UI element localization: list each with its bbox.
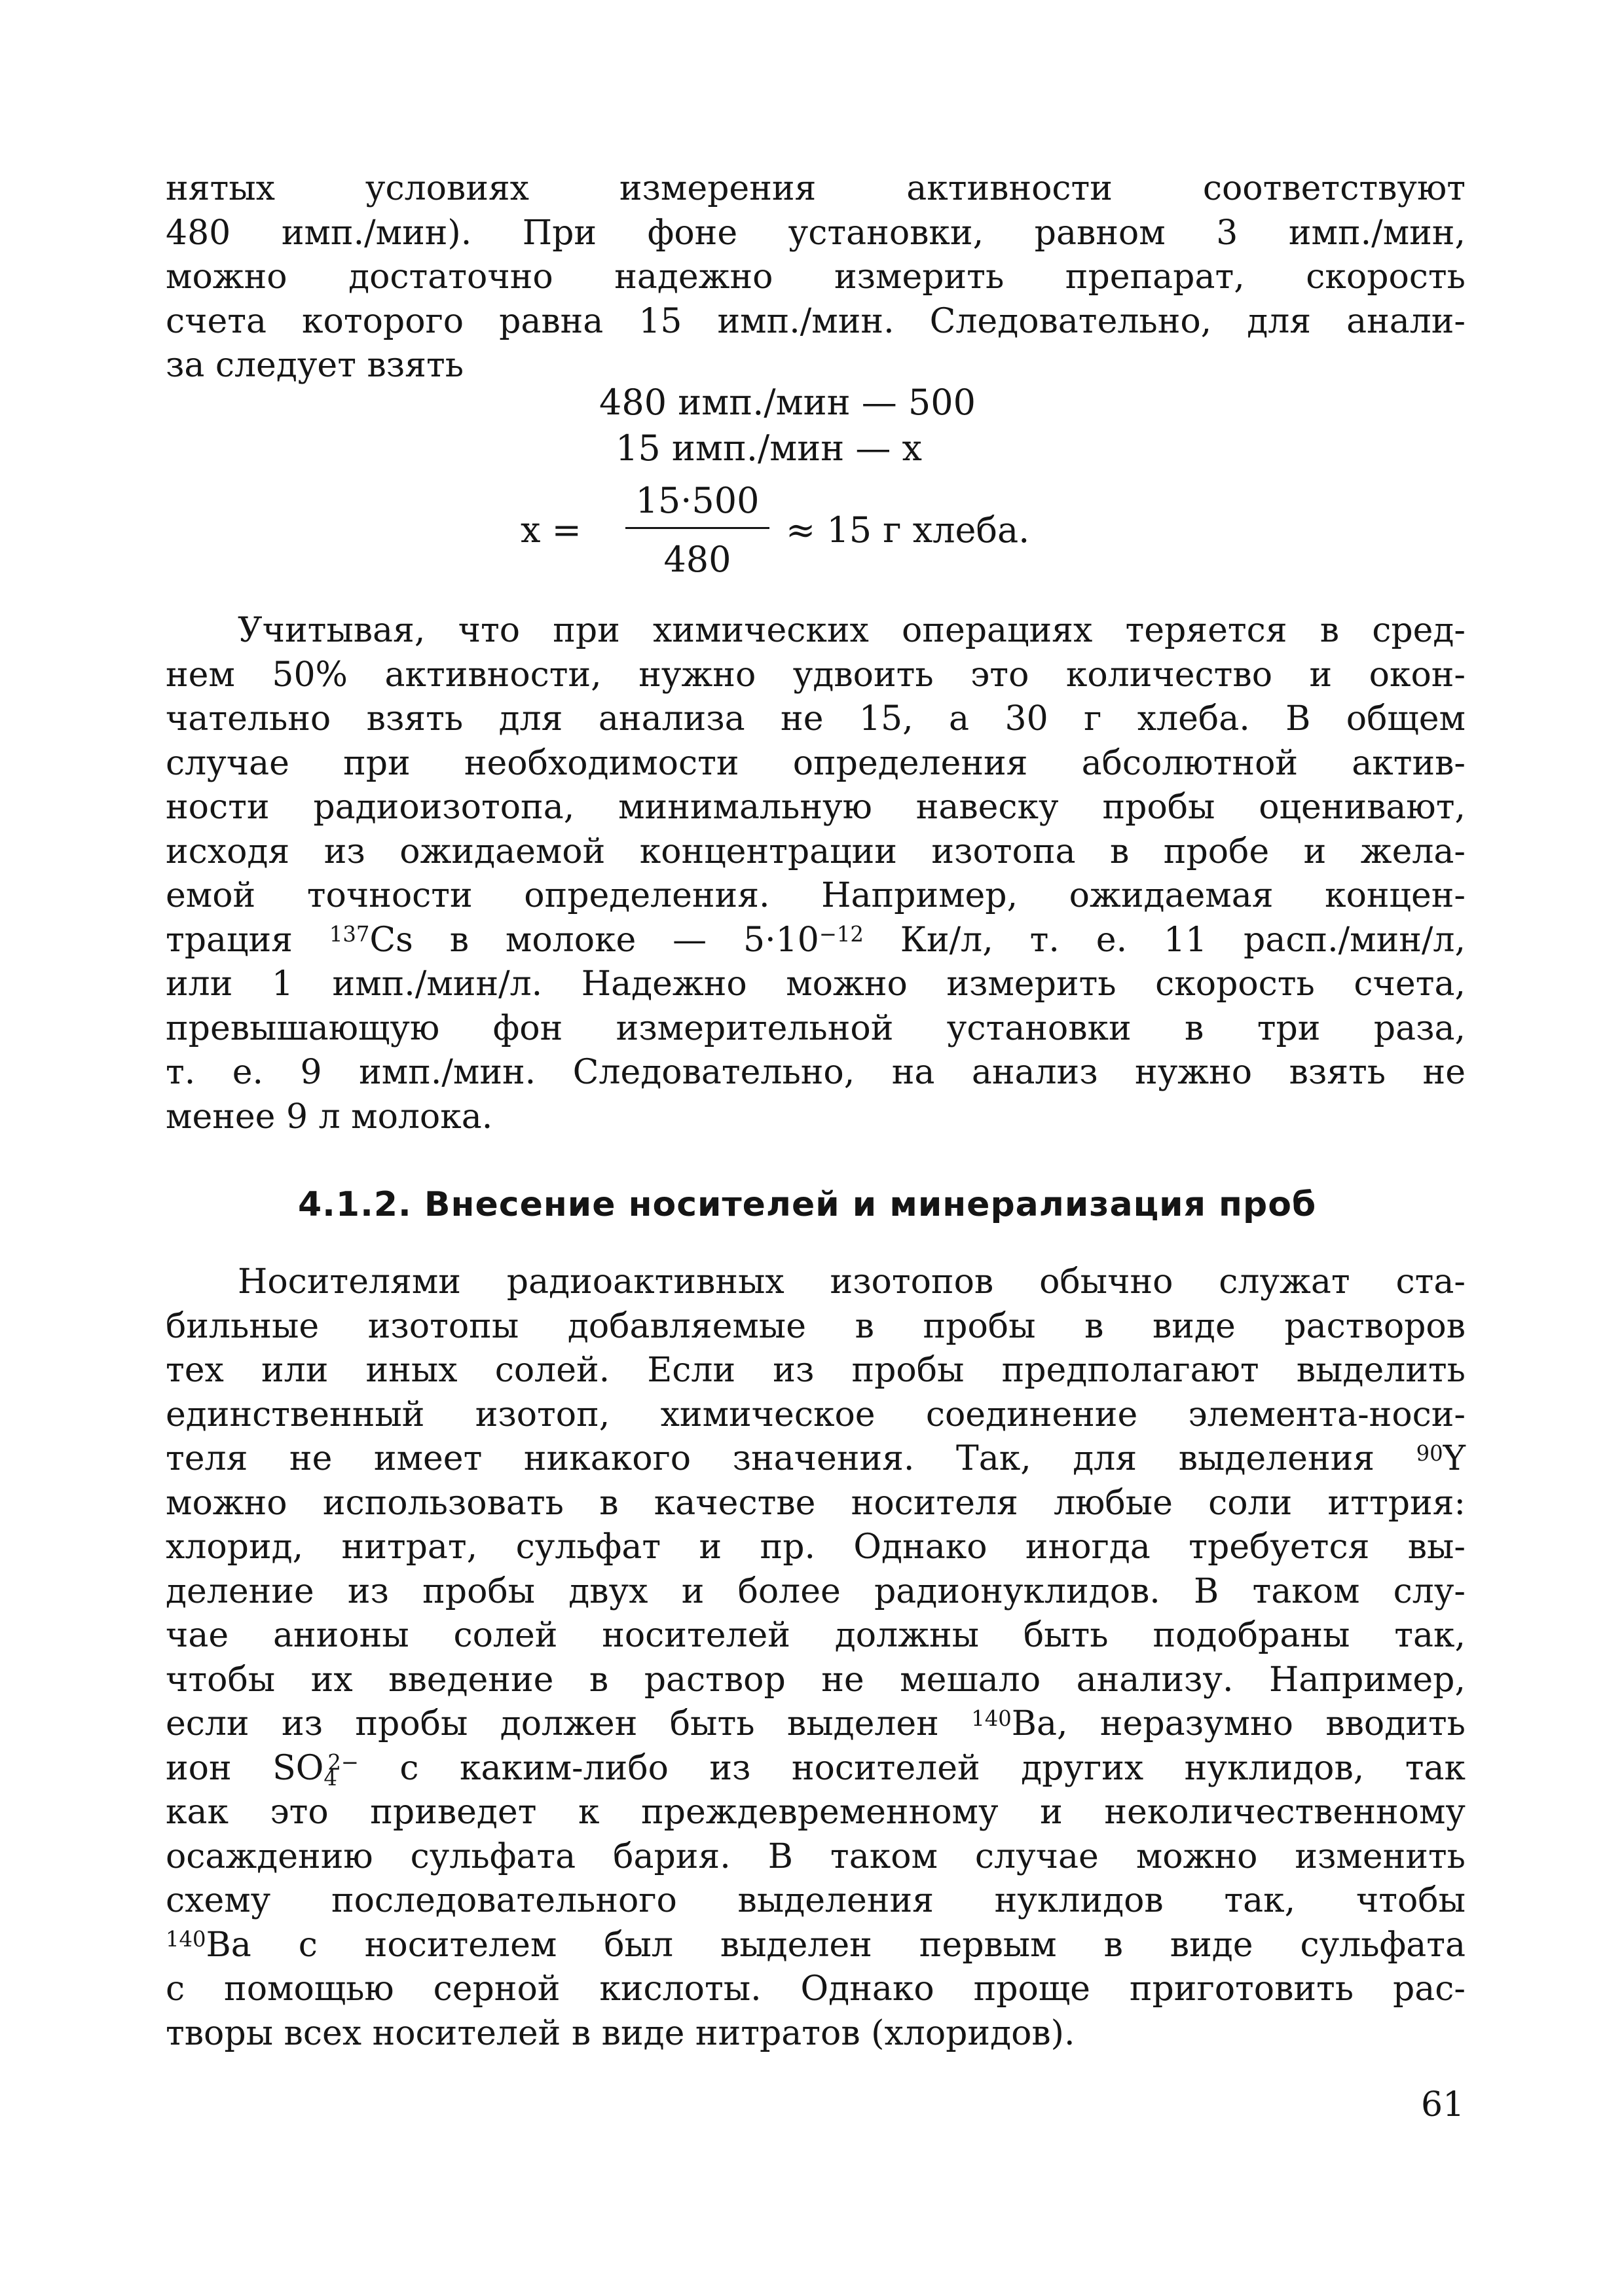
fraction-bar — [625, 527, 769, 529]
text-line: нятых условиях измерения активности соответствуют — [166, 169, 1466, 208]
text-line: за следует взять — [166, 346, 464, 385]
formula-x-equals: x = — [521, 509, 581, 551]
text-line: если из пробы должен быть выделен $^{140}$Ba, неразумно вводить — [166, 1704, 1466, 1743]
text-line: деление из пробы двух и более радионуклидов. В таком слу- — [166, 1571, 1466, 1611]
text-line: трация $^{137}$Cs в молоке — $5\cdot 10^{-12}$ Ки/л, т. е. 11 расп./мин/л, — [166, 920, 1466, 960]
text-line: исходя из ожидаемой концентрации изотопа в пробе и жела- — [166, 831, 1466, 871]
text-line: 480 имп./мин). При фоне установки, равном 3 имп./мин, — [166, 213, 1466, 253]
formula-row-1: 480 имп./мин — 500 — [599, 382, 976, 423]
text-line: ион $SO_4^{2-}$ с каким-либо из носителей других нуклидов, так — [166, 1748, 1466, 1791]
text-line: чательно взять для анализа не 15, а 30 г хлеба. В общем — [166, 699, 1466, 738]
text-line: нем 50% активности, нужно удвоить это количество и окон- — [166, 655, 1466, 695]
text-line: осаждению сульфата бария. В таком случае можно изменить — [166, 1836, 1466, 1876]
text-line: как это приведет к преждевременному и неколичественному — [166, 1793, 1466, 1832]
text-line: или 1 имп./мин/л. Надежно можно измерить скорость счета, — [166, 964, 1466, 1004]
text-line: единственный изотоп, химическое соединение элемента-носи- — [166, 1394, 1466, 1434]
formula-row-2: 15 имп./мин — x — [616, 428, 922, 469]
formula-numerator: 15·500 — [635, 480, 760, 521]
text-line: т. е. 9 имп./мин. Следовательно, на анализ нужно взять не — [166, 1053, 1466, 1092]
text-line: бильные изотопы добавляемые в пробы в виде растворов — [166, 1306, 1466, 1346]
text-line: творы всех носителей в виде нитратов (хлоридов). — [166, 2013, 1075, 2053]
paragraph-2 — [166, 609, 1466, 1139]
text-line: емой точности определения. Например, ожидаемая концен- — [166, 876, 1466, 915]
text-line: теля не имеет никакого значения. Так, для выделения $^{90}$Y — [166, 1439, 1466, 1478]
paragraph-3 — [166, 1260, 1466, 2056]
text-line: хлорид, нитрат, сульфат и пр. Однако иногда требуется вы- — [166, 1527, 1466, 1567]
text-line: можно использовать в качестве носителя любые соли иттрия: — [166, 1483, 1466, 1523]
paragraph-1 — [166, 167, 1466, 388]
text-line: с помощью серной кислоты. Однако проще приготовить рас- — [166, 1969, 1466, 2009]
formula-result: ≈ 15 г хлеба. — [786, 509, 1030, 551]
text-line: ности радиоизотопа, минимальную навеску пробы оценивают, — [166, 788, 1466, 827]
formula-denominator: 480 — [663, 539, 731, 580]
text-line: превышающую фон измерительной установки в три раза, — [166, 1008, 1466, 1048]
text-line: чае анионы солей носителей должны быть подобраны так, — [166, 1616, 1466, 1655]
text-line: $^{140}$Ba с носителем был выделен первым в виде сульфата — [166, 1925, 1466, 1965]
text-line: менее 9 л молока. — [166, 1097, 493, 1137]
text-line: тех или иных солей. Если из пробы предполагают выделить — [166, 1351, 1466, 1390]
text-line: случае при необходимости определения абсолютной актив- — [166, 743, 1466, 783]
text-line: счета которого равна 15 имп./мин. Следовательно, для анали- — [166, 301, 1466, 341]
section-heading: 4.1.2. Внесение носителей и минерализация проб — [298, 1185, 1317, 1224]
text-line: можно достаточно надежно измерить препарат, скорость — [166, 257, 1466, 297]
text-line: Носителями радиоактивных изотопов обычно служат ста- — [238, 1262, 1466, 1302]
text-line: схему последовательного выделения нуклидов так, чтобы — [166, 1881, 1466, 1920]
text-line: чтобы их введение в раствор не мешало анализу. Например, — [166, 1660, 1466, 1700]
page-number: 61 — [1421, 2085, 1465, 2124]
text-line: Учитывая, что при химических операциях теряется в сред- — [238, 611, 1466, 650]
